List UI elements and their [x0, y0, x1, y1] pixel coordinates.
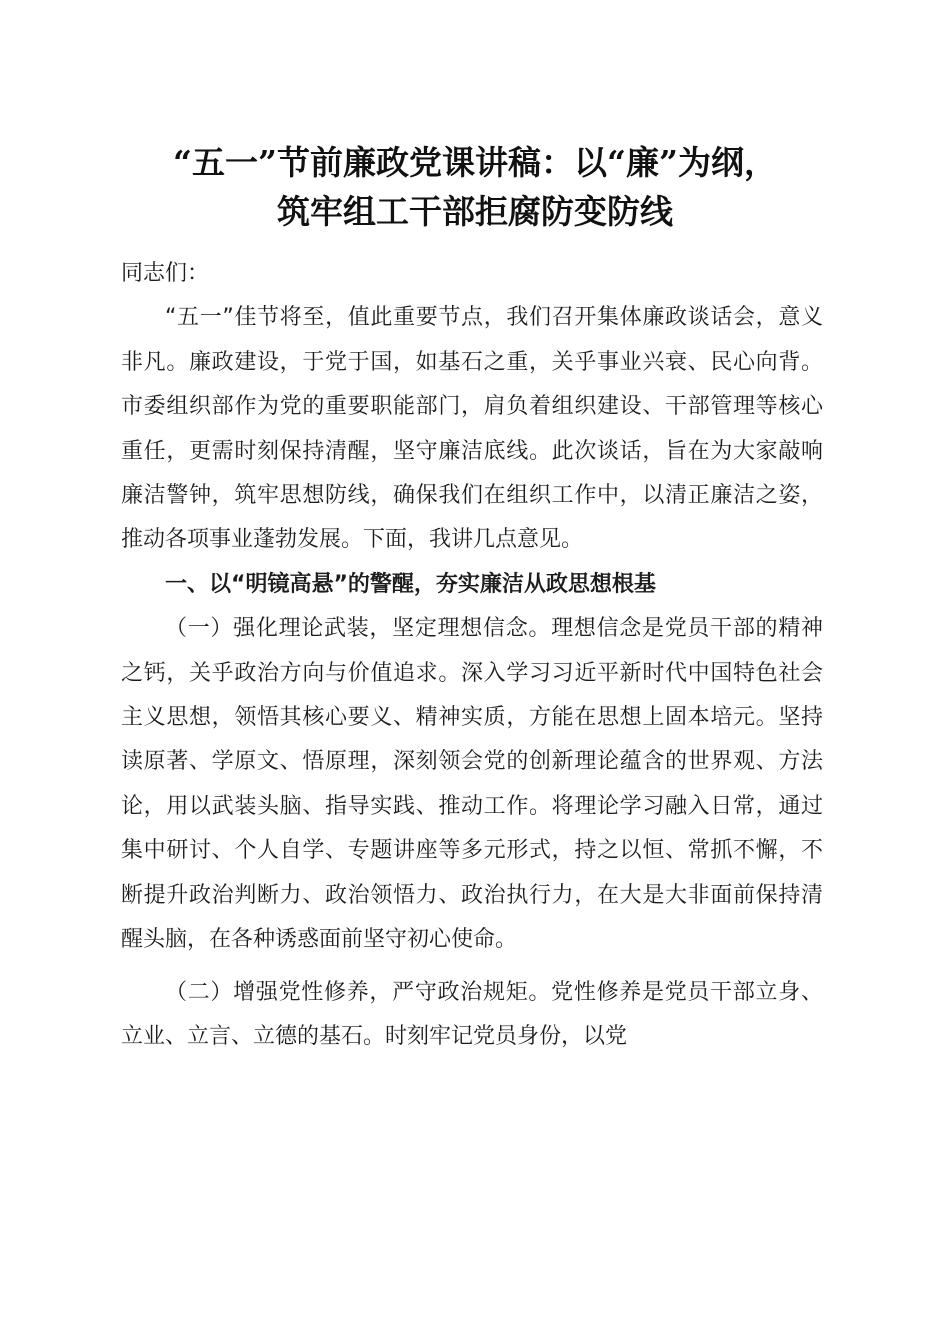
document-title [0, 138, 950, 236]
subsection-1-lead: （一）强化理论武装，坚定理想信念。 [165, 616, 552, 642]
document-body [121, 252, 823, 1059]
subsection-2-lead: （二）增强党性修养，严守政治规矩。 [165, 979, 552, 1005]
greeting: 同志们： [121, 261, 210, 286]
subsection-2-body: 党性修养是党员干部立身、立业、立言、立德的基石。时刻牢记党员身份，以党 [121, 979, 823, 1049]
subsection-1-body: 理想信念是党员干部的精神之钙，关乎政治方向与价值追求。深入学习习近平新时代中国特色社会主义思想，领悟其核心要义、精神实质，方能在思想上固本培元。坚持读原著、学原文、悟原理，深刻领会党的创新理论蕴含的世界观、方法论，用以武装头脑、指导实践、推动工作。将理论学习融入日常，通过集中研讨、个人自学、专题讲座等多元形式，持之以恒、常抓不懈，不断提升政治判断力、政治领悟力、政治执行力，在大是大非面前保持清醒头脑，在各种诱惑面前坚守初心使命。 [121, 616, 823, 953]
subsection-2-paragraph [121, 971, 823, 1060]
section-1-heading: 一、以“明镜高悬”的警醒，夯实廉洁从政思想根基 [165, 571, 656, 597]
paragraph-gap [121, 963, 823, 971]
title-line-2: 筑牢组工干部拒腐防变防线 [277, 192, 673, 231]
title-line-1: “五一”节前廉政党课讲稿：以“廉”为纲， [173, 143, 777, 182]
subsection-1-paragraph [121, 607, 823, 962]
intro-paragraph: “五一”佳节将至，值此重要节点，我们召开集体廉政谈话会，意义非凡。廉政建设，于党于国，如基石之重，关乎事业兴衰、民心向背。市委组织部作为党的重要职能部门，肩负着组织建设、干部管理等核心重任，更需时刻保持清醒，坚守廉洁底线。此次谈话，旨在为大家敲响廉洁警钟，筑牢思想防线，确保我们在组织工作中，以清正廉洁之姿，推动各项事业蓬勃发展。下面，我讲几点意见。 [121, 305, 823, 553]
